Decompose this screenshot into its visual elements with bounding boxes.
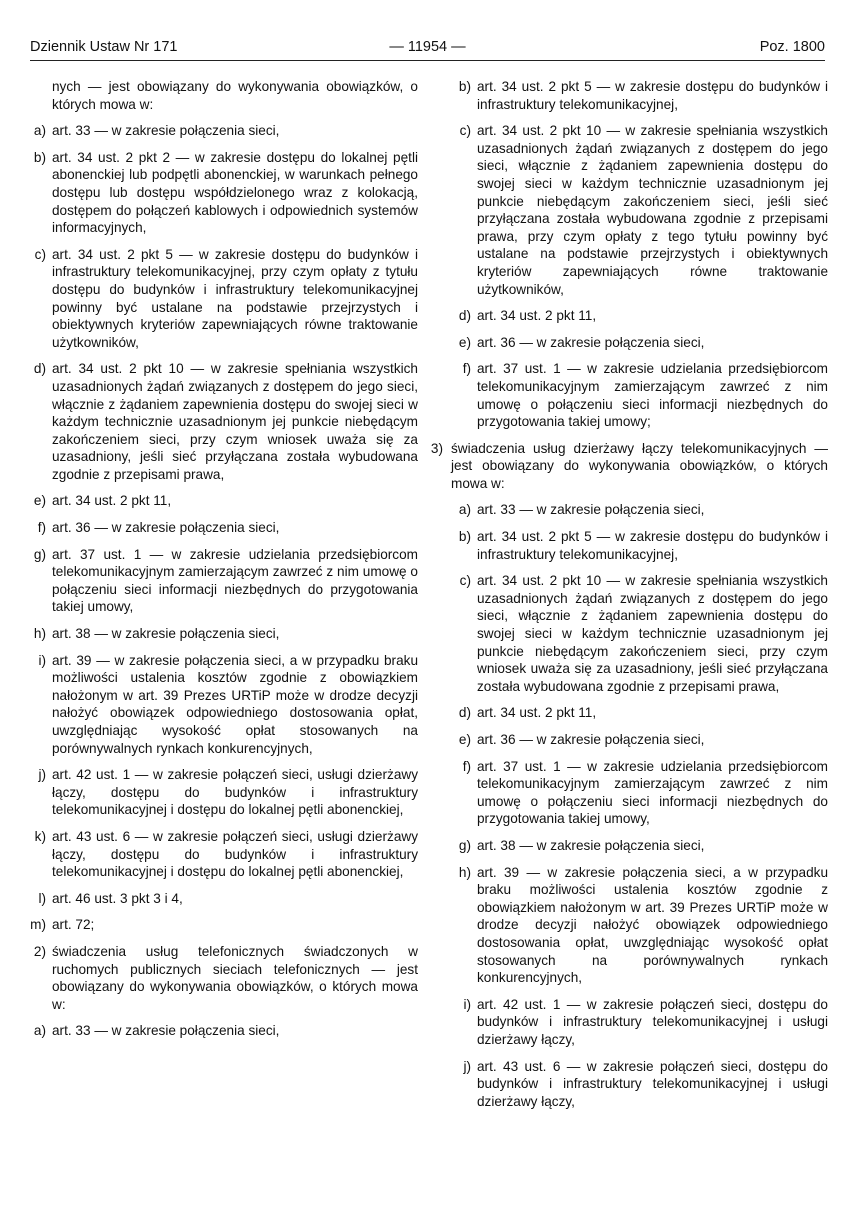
item-label: i) xyxy=(38,652,46,668)
list-item xyxy=(459,122,828,298)
item-text: art. 36 — w zakresie połączenia sieci, xyxy=(477,732,705,747)
item-text: art. 72; xyxy=(52,917,95,933)
item-label: k) xyxy=(34,828,46,844)
item-label: e) xyxy=(458,334,471,350)
item-label: f) xyxy=(462,758,471,774)
item-text: art. 37 ust. 1 — w zakresie udzielania przedsiębiorcom telekomunikacyjnym zamierzającym zawrzeć z nim umowę o połączeniu sieci informacji niezbędnych do przygotowania takiej umowy, xyxy=(477,758,828,827)
list-item xyxy=(33,122,418,140)
list-item xyxy=(34,246,418,352)
list-item xyxy=(38,890,418,908)
item-text: art. 39 — w zakresie połączenia sieci, a w przypadku braku możliwości ustalenia kosztów zgodnie z obowiązkiem nałożonym w art. 39 Prezes URTiP może w drodze decyzji nałożyć obowiązek odpowiedniego dostosowania opłat, uwzględniając wysokość opłat stosowanych na porównywalnych rynkach konkurencyjnych, xyxy=(477,864,828,986)
list-item xyxy=(458,837,828,855)
item-label: b) xyxy=(33,149,46,165)
item-text: art. 38 — w zakresie połączenia sieci, xyxy=(52,626,280,642)
list-item xyxy=(38,652,418,758)
item-text: art. 36 — w zakresie połączenia sieci, xyxy=(52,520,280,536)
section-label: 2) xyxy=(33,943,46,959)
list-item xyxy=(463,996,828,1049)
item-text: art. 33 — w zakresie połączenia sieci, xyxy=(477,502,705,518)
header-divider xyxy=(30,60,825,61)
item-text: art. 34 ust. 2 pkt 10 — w zakresie spełniania wszystkich uzasadnionych żądań związanych z dostępem do jego sieci, włącznie z żądaniem zapewnienia dostępu do swojej sieci w każdym technicznie uzasadnionym jej punkcie niebędącym zakończeniem sieci, przy czym wniosek uważa się za uzasadniony, jeśli sieć przyłączana została wybudowana zgodnie z przepisami prawa, xyxy=(52,361,418,482)
item-text: art. 33 — w zakresie połączenia sieci, xyxy=(52,1023,280,1039)
section-label: 3) xyxy=(430,440,443,456)
item-label: h) xyxy=(458,864,471,880)
section-2 xyxy=(33,943,418,1013)
item-label: b) xyxy=(458,79,471,94)
item-label: d) xyxy=(458,308,471,324)
list-item xyxy=(38,766,418,819)
section-text: świadczenia usług dzierżawy łączy telekomunikacyjnych — jest obowiązany do wykonywania obowiązków, o których mowa w: xyxy=(451,440,828,491)
list-item xyxy=(463,1058,828,1111)
item-label: f) xyxy=(462,361,471,377)
journal-title: Dziennik Ustaw Nr 171 xyxy=(30,39,178,55)
item-text: art. 34 ust. 2 pkt 10 — w zakresie spełniania wszystkich uzasadnionych żądań związanych z dostępem do jego sieci, włącznie z żądaniem zapewnienia dostępu do swojej sieci w każdym technicznie uzasadnionym jej punkcie niebędącym zakończeniem sieci, jeśli sieć przyłączana została wybudowana zgodnie z przepisami prawa, przy czym opłaty z tego tytułu powinny być ustalane na podstawie przejrzystych i obiektywnych kryteriów zapewniających równe traktowanie użytkowników, xyxy=(477,123,828,297)
list-item xyxy=(30,916,418,934)
list-item xyxy=(458,704,828,722)
intro-paragraph: nych — jest obowiązany do wykonywania obowiązków, o których mowa w: xyxy=(52,79,418,112)
item-text: art. 34 ust. 2 pkt 2 — w zakresie dostępu do lokalnej pętli abonenckiej lub podpętli abonenckiej, w warunkach pełnego dostępu lub dostępu współdzielonego wraz z kolokacją, dostępem do połączeń kablowych i odpowiednich systemów informacyjnych, xyxy=(52,149,418,236)
list-item xyxy=(458,334,828,352)
item-text: art. 34 ust. 2 pkt 10 — w zakresie spełniania wszystkich uzasadnionych żądań związanych z dostępem do jego sieci, włącznie z żądaniem zapewnienia dostępu do swojej sieci w każdym technicznie uzasadnionym jej punkcie niebędącym zakończeniem sieci, przy czym wniosek uważa się za uzasadniony, jeśli sieć przyłączana została wybudowana zgodnie z przepisami prawa, xyxy=(477,573,828,694)
item-label: c) xyxy=(459,123,471,139)
list-item xyxy=(33,360,418,483)
item-label: a) xyxy=(33,1023,46,1039)
item-label: g) xyxy=(33,546,46,562)
item-label: a) xyxy=(33,123,46,139)
page-header xyxy=(30,36,825,58)
item-text: art. 33 — w zakresie połączenia sieci, xyxy=(52,123,280,139)
list-item xyxy=(462,758,828,828)
item-text: art. 38 — w zakresie połączenia sieci, xyxy=(477,837,705,853)
item-text: art. 39 — w zakresie połączenia sieci, a w przypadku braku możliwości ustalenia kosztów zgodnie z obowiązkiem nałożonym w art. 39 Prezes URTiP może w drodze decyzji nałożyć obowiązek odpowiedniego dostosowania opłat, uwzględniając wysokość opłat stosowanych na porównywalnych rynkach konkurencyjnych, xyxy=(52,652,418,756)
list-item xyxy=(33,546,418,616)
item-label: b) xyxy=(458,529,471,545)
item-text: art. 34 ust. 2 pkt 5 — w zakresie dostępu do budynków i infrastruktury telekomunikacyjnej, xyxy=(477,79,828,112)
item-label: j) xyxy=(463,1058,471,1074)
item-label: c) xyxy=(459,573,471,589)
list-item xyxy=(33,149,418,237)
item-label: a) xyxy=(458,502,471,518)
item-label: d) xyxy=(33,361,46,377)
item-text: art. 43 ust. 6 — w zakresie połączeń sieci, dostępu do budynków i infrastruktury telekomunikacyjnej i usługi dzierżawy łączy, xyxy=(477,1058,828,1109)
item-text: art. 42 ust. 1 — w zakresie połączeń sieci, dostępu do budynków i infrastruktury telekomunikacyjnej i usługi dzierżawy łączy, xyxy=(477,996,828,1047)
item-label: c) xyxy=(34,246,46,262)
item-text: art. 37 ust. 1 — w zakresie udzielania przedsiębiorcom telekomunikacyjnym zamierzającym zawrzeć z nim umowę o połączeniu sieci informacji niezbędnych do przygotowania takiej umowy; xyxy=(477,361,828,430)
section-3 xyxy=(430,440,828,493)
list-item xyxy=(458,78,828,113)
item-text: art. 34 ust. 2 pkt 11, xyxy=(52,493,172,509)
item-label: d) xyxy=(458,705,471,721)
list-item xyxy=(458,307,828,325)
list-item xyxy=(462,360,828,430)
item-text: art. 43 ust. 6 — w zakresie połączeń sieci, usługi dzierżawy łączy, dostępu do budynków i infrastruktury telekomunikacyjnej i dostępu do lokalnej pętli abonenckiej, xyxy=(52,828,418,880)
item-text: art. 34 ust. 2 pkt 11, xyxy=(477,308,597,324)
left-column xyxy=(30,78,418,1049)
item-text: art. 34 ust. 2 pkt 5 — w zakresie dostępu do budynków i infrastruktury telekomunikacyjnej, xyxy=(477,529,828,562)
item-text: art. 34 ust. 2 pkt 11, xyxy=(477,705,597,721)
right-column xyxy=(430,78,828,1119)
position-number: Poz. 1800 xyxy=(759,39,825,55)
item-text: art. 46 ust. 3 pkt 3 i 4, xyxy=(52,890,183,906)
item-label: i) xyxy=(463,996,471,1012)
item-text: art. 37 ust. 1 — w zakresie udzielania przedsiębiorcom telekomunikacyjnym zamierzającym zawrzeć z nim umowę o połączeniu sieci informacji niezbędnych do przygotowania takiej umowy, xyxy=(52,546,418,615)
list-item xyxy=(458,864,828,987)
list-item xyxy=(37,519,418,537)
item-text: art. 34 ust. 2 pkt 5 — w zakresie dostępu do budynków i infrastruktury telekomunikacyjnej, przy czym opłaty z tytułu dostępu do budynków i infrastruktury telekomunikacyjnej powinny być ustalane na podstawie przejrzystych i obiektywnych kryteriów zapewniających równe traktowanie użytkowników, xyxy=(52,246,418,350)
list-item xyxy=(33,625,418,643)
item-label: l) xyxy=(38,890,46,906)
item-label: e) xyxy=(33,493,46,509)
list-item xyxy=(34,828,418,881)
item-label: m) xyxy=(30,917,46,933)
item-label: f) xyxy=(37,520,46,536)
list-item xyxy=(458,528,828,563)
section-text: świadczenia usług telefonicznych świadczonych w ruchomych publicznych sieciach telefonicznych — jest obowiązany do wykonywania obowiązków, o których mowa w: xyxy=(52,943,418,1012)
list-item xyxy=(33,492,418,510)
list-item xyxy=(458,731,828,749)
list-item xyxy=(459,572,828,695)
item-label: h) xyxy=(33,626,46,642)
item-text: art. 36 — w zakresie połączenia sieci, xyxy=(477,334,705,350)
item-label: g) xyxy=(458,837,471,853)
item-text: art. 42 ust. 1 — w zakresie połączeń sieci, usługi dzierżawy łączy, dostępu do budynków i infrastruktury telekomunikacyjnej i dostępu do lokalnej pętli abonenckiej, xyxy=(52,767,418,818)
list-item xyxy=(33,1022,418,1040)
item-label: e) xyxy=(458,732,471,747)
page-number: — 11954 — xyxy=(389,39,466,55)
item-label: j) xyxy=(38,767,46,783)
list-item xyxy=(458,501,828,519)
